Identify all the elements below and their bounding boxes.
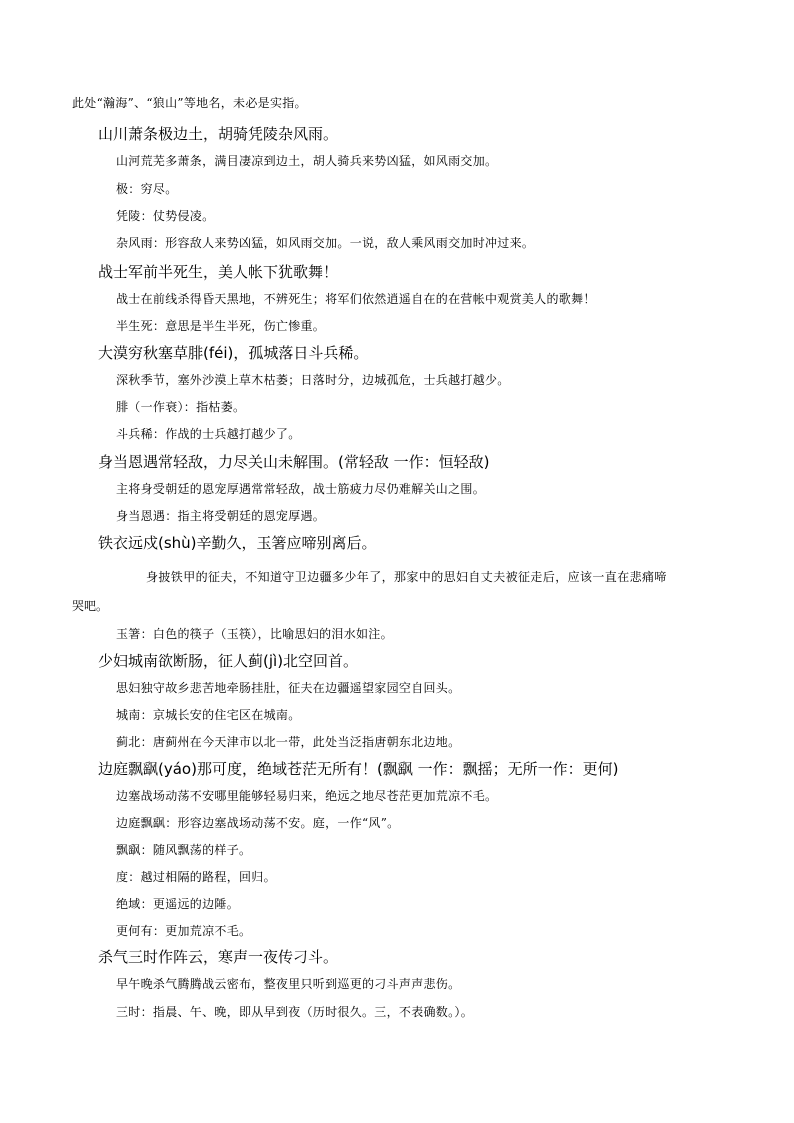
annotation-line: 半生死：意思是半生半死，伤亡惨重。 [116, 319, 326, 333]
annotation-line: 蓟北：唐蓟州在今天津市以北一带，此处当泛指唐朝东北边地。 [116, 735, 461, 749]
annotation-line: 腓（一作衰）：指枯萎。 [116, 400, 246, 414]
verse-line: 铁衣远戍(shù)辛勤久，玉箸应啼别离后。 [98, 534, 377, 552]
annotation-line: 度：越过相隔的路程，回归。 [116, 870, 276, 884]
verse-line: 少妇城南欲断肠，征人蓟(jì)北空回首。 [98, 652, 359, 670]
verse-line: 大漠穷秋塞草腓(féi)，孤城落日斗兵稀。 [98, 344, 369, 362]
annotation-line: 城南：京城长安的住宅区在城南。 [116, 708, 301, 722]
verse-line: 杀气三时作阵云，寒声一夜传刁斗。 [98, 948, 339, 966]
translation-line: 深秋季节，塞外沙漠上草木枯萎；日落时分，边城孤危，士兵越打越少。 [116, 373, 510, 387]
annotation-line: 凭陵：仗势侵凌。 [116, 209, 215, 223]
translation-line: 边塞战场动荡不安哪里能够轻易归来，绝远之地尽苍茫更加荒凉不毛。 [116, 789, 498, 803]
translation-line: 思妇独守故乡悲苦地牵肠挂肚，征夫在边疆遥望家园空自回头。 [116, 681, 461, 695]
annotation-line: 身当恩遇：指主将受朝廷的恩宠厚遇。 [116, 509, 326, 523]
annotation-line: 绝域：更遥远的边陲。 [116, 897, 240, 911]
annotation-line: 更何有：更加荒凉不毛。 [116, 924, 252, 938]
annotation-line: 边庭飘飖：形容边塞战场动荡不安。庭，一作“风”。 [116, 816, 400, 830]
annotation-line: 玉箸：白色的筷子（玉筷），比喻思妇的泪水如注。 [116, 627, 393, 641]
translation-line: 战士在前线杀得昏天黑地，不辨死生；将军们依然逍遥自在的在营帐中观赏美人的歌舞！ [116, 292, 596, 306]
verse-line: 身当恩遇常轻敌，力尽关山未解围。(常轻敌 一作：恒轻敌) [98, 453, 490, 471]
translation-line: 身披铁甲的征夫，不知道守卫边疆多少年了，那家中的思妇自丈夫被征走后，应该一直在悲痛啼 [146, 570, 667, 584]
verse-line: 战士军前半死生，美人帐下犹歌舞！ [98, 263, 339, 281]
verse-line: 边庭飘飖(yáo)那可度，绝域苍茫无所有！(飘飖 一作：飘摇；无所一作：更何) [98, 760, 619, 778]
translation-line: 山河荒芜多萧条，满目凄凉到边土，胡人骑兵来势凶猛，如风雨交加。 [116, 154, 498, 168]
annotation-line: 杂风雨：形容敌人来势凶猛，如风雨交加。一说，敌人乘风雨交加时冲过来。 [116, 236, 535, 250]
translation-line: 主将身受朝廷的恩宠厚遇常常轻敌，战士筋疲力尽仍难解关山之围。 [116, 482, 486, 496]
annotation-line: 斗兵稀：作战的士兵越打越少了。 [116, 427, 301, 441]
annotation-line: 极：穷尽。 [116, 182, 178, 196]
translation-line-continued: 哭吧。 [72, 599, 109, 613]
intro-note-line: 此处“瀚海”、“狼山”等地名，未必是实指。 [72, 96, 307, 110]
annotation-line: 三时：指晨、午、晚，即从早到夜（历时很久。三，不表确数。）。 [116, 1005, 474, 1019]
annotation-line: 飘飖：随风飘荡的样子。 [116, 843, 252, 857]
verse-line: 山川萧条极边土，胡骑凭陵杂风雨。 [98, 125, 339, 143]
translation-line: 早午晚杀气腾腾战云密布，整夜里只听到巡更的刁斗声声悲伤。 [116, 977, 461, 991]
